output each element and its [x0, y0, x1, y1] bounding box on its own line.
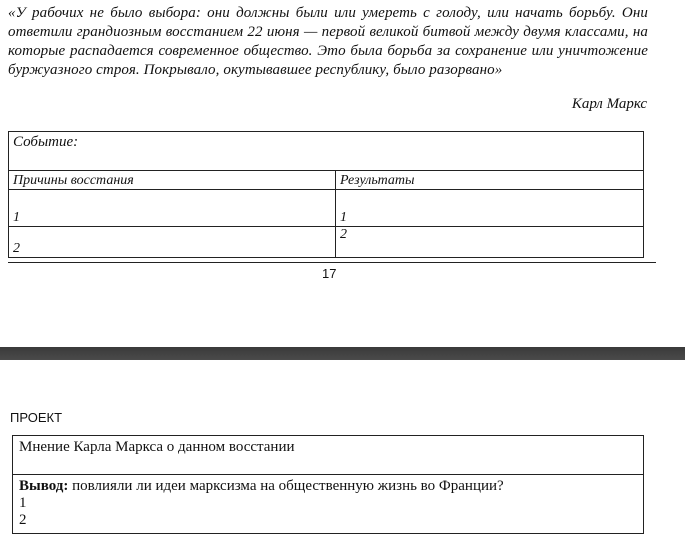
event-cell: Событие: [9, 132, 644, 171]
section-label: ПРОЕКТ [10, 410, 63, 425]
result-1-cell: 1 [336, 190, 644, 227]
opinion-cell: Мнение Карла Маркса о данном восстании [13, 436, 644, 475]
conclusion-item-1: 1 [19, 495, 27, 511]
cause-1-cell: 1 [9, 190, 336, 227]
event-table [8, 131, 644, 258]
page-divider [0, 347, 685, 360]
results-header: Результаты [336, 171, 644, 190]
result-2-cell: 2 [336, 227, 644, 258]
cause-2-cell: 2 [9, 227, 336, 258]
conclusion-label: Вывод: [19, 478, 69, 494]
conclusion-cell [13, 475, 644, 534]
table-bottom-rule [8, 262, 656, 263]
conclusion-question: повлияли ли идеи марксизма на общественную жизнь во Франции? [68, 478, 504, 494]
project-table [12, 435, 644, 534]
conclusion-item-2: 2 [19, 512, 27, 528]
causes-header: Причины восстания [9, 171, 336, 190]
quote-text: «У рабочих не было выбора: они должны были или умереть с голоду, или начать борьбу. Они ответили грандиозным восстанием 22 июня — первой великой битвой между двумя классами, на которые распадается современное общество. Это была борьба за сохранение или уничтожение буржуазного строя. Покрывало, окутывавшее республику, было разорвано» [8, 5, 648, 78]
quote-author: Карл Маркс [571, 96, 647, 112]
page-number: 17 [322, 266, 337, 281]
